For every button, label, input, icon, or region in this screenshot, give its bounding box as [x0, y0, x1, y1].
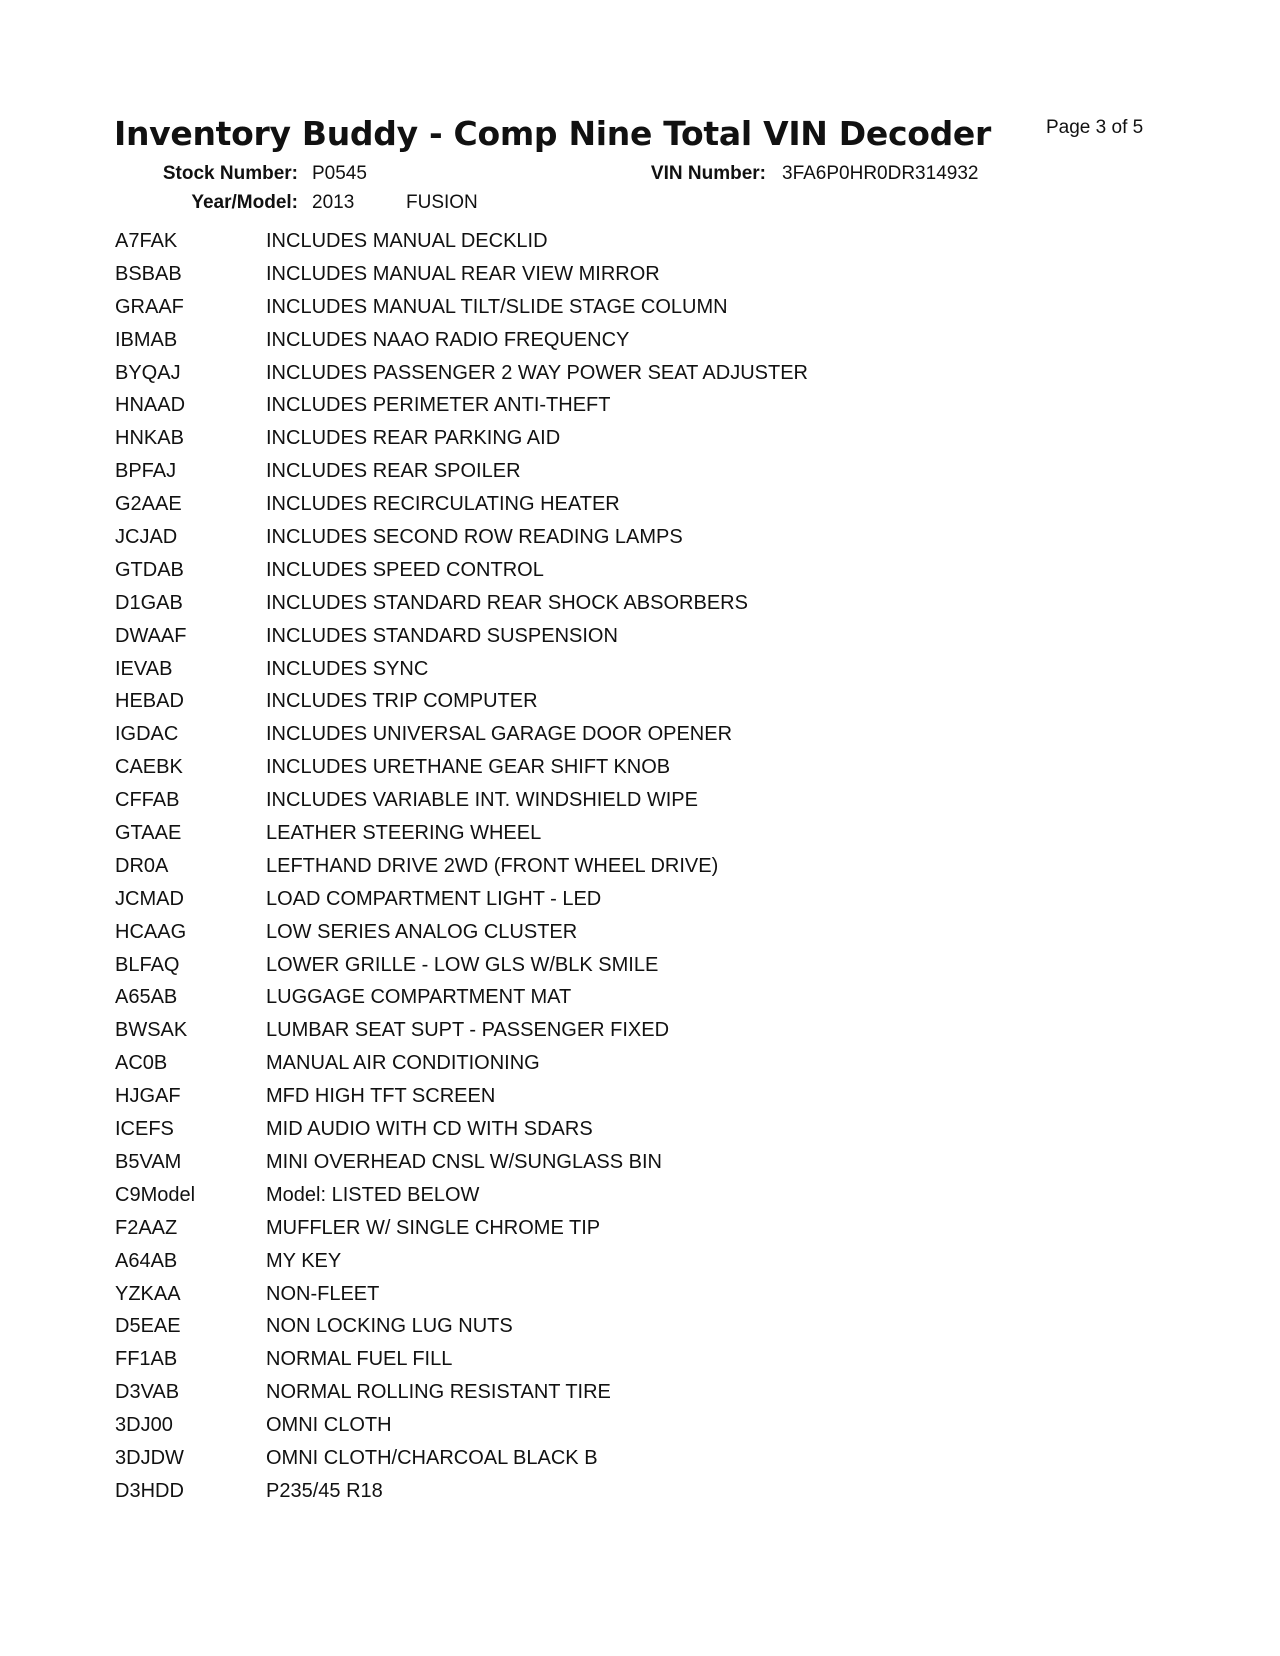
code-row: [115, 361, 1175, 394]
option-code: D3VAB: [115, 1381, 180, 1404]
option-description: INCLUDES TRIP COMPUTER: [266, 690, 538, 713]
code-row: [115, 229, 1175, 262]
option-code: CFFAB: [115, 789, 180, 812]
option-code: 3DJDW: [115, 1446, 184, 1469]
code-row: [115, 426, 1175, 459]
option-code: HCAAG: [115, 920, 187, 943]
code-row: [115, 953, 1175, 986]
code-row: [115, 1018, 1175, 1051]
option-description: INCLUDES SYNC: [266, 657, 429, 680]
option-code: YZKAA: [115, 1282, 181, 1305]
option-description: LUGGAGE COMPARTMENT MAT: [266, 986, 572, 1009]
option-code: DWAAF: [115, 624, 187, 647]
option-description: OMNI CLOTH: [266, 1414, 392, 1437]
option-description: INCLUDES URETHANE GEAR SHIFT KNOB: [266, 756, 671, 779]
option-description: INCLUDES REAR SPOILER: [266, 460, 521, 483]
option-description: NON LOCKING LUG NUTS: [266, 1315, 513, 1338]
option-description: INCLUDES RECIRCULATING HEATER: [266, 493, 620, 516]
option-description: INCLUDES SECOND ROW READING LAMPS: [266, 526, 683, 549]
code-row: [115, 1446, 1175, 1479]
code-row: [115, 1413, 1175, 1446]
code-row: [115, 1249, 1175, 1282]
option-code: C9Model: [115, 1183, 196, 1206]
option-code: D3HDD: [115, 1479, 184, 1502]
vin-number-label: VIN Number:: [650, 163, 766, 184]
option-code: D5EAE: [115, 1315, 181, 1338]
option-code: GTDAB: [115, 558, 184, 581]
option-code: GTAAE: [115, 822, 182, 845]
option-description: NON-FLEET: [266, 1282, 380, 1305]
option-code: BWSAK: [115, 1019, 188, 1042]
option-description: MID AUDIO WITH CD WITH SDARS: [266, 1118, 593, 1141]
code-row: [115, 788, 1175, 821]
option-code: HNKAB: [115, 427, 184, 450]
option-description: MY KEY: [266, 1249, 342, 1272]
document-title: Inventory Buddy - Comp Nine Total VIN Decoder: [114, 114, 991, 153]
option-code: IBMAB: [115, 328, 178, 351]
option-code: GRAAF: [115, 295, 184, 318]
option-description: LUMBAR SEAT SUPT - PASSENGER FIXED: [266, 1019, 670, 1042]
code-row: [115, 558, 1175, 591]
option-description: Model: LISTED BELOW: [266, 1183, 480, 1206]
option-description: LEATHER STEERING WHEEL: [266, 822, 542, 845]
code-row: [115, 1051, 1175, 1084]
option-description: INCLUDES VARIABLE INT. WINDSHIELD WIPE: [266, 789, 698, 812]
option-description: P235/45 R18: [266, 1479, 383, 1502]
code-row: [115, 722, 1175, 755]
code-row: [115, 295, 1175, 328]
option-description: INCLUDES MANUAL DECKLID: [266, 230, 548, 252]
vin-number-value: 3FA6P0HR0DR314932: [782, 163, 979, 184]
option-description: INCLUDES SPEED CONTROL: [266, 558, 544, 581]
option-code: HEBAD: [115, 690, 184, 713]
option-code: HNAAD: [115, 394, 186, 417]
option-code-list: [115, 229, 1175, 1512]
option-description: NORMAL ROLLING RESISTANT TIRE: [266, 1381, 611, 1404]
option-description: OMNI CLOTH/CHARCOAL BLACK B: [266, 1446, 598, 1469]
code-row: [115, 1479, 1175, 1512]
option-code: A7FAK: [115, 230, 178, 252]
option-description: INCLUDES REAR PARKING AID: [266, 427, 561, 450]
option-code: 3DJ00: [115, 1414, 173, 1437]
option-description: LOAD COMPARTMENT LIGHT - LED: [266, 887, 602, 910]
option-code: IGDAC: [115, 723, 179, 746]
code-row: [115, 591, 1175, 624]
option-code: BLFAQ: [115, 953, 180, 976]
stock-number-value: P0545: [312, 163, 367, 184]
option-description: INCLUDES UNIVERSAL GARAGE DOOR OPENER: [266, 723, 733, 746]
code-row: [115, 985, 1175, 1018]
code-row: [115, 1183, 1175, 1216]
code-row: [115, 525, 1175, 558]
option-description: MANUAL AIR CONDITIONING: [266, 1052, 540, 1075]
option-code: CAEBK: [115, 756, 183, 779]
code-row: [115, 393, 1175, 426]
code-row: [115, 459, 1175, 492]
code-row: [115, 1347, 1175, 1380]
option-description: LOW SERIES ANALOG CLUSTER: [266, 920, 578, 943]
code-row: [115, 1314, 1175, 1347]
option-description: MINI OVERHEAD CNSL W/SUNGLASS BIN: [266, 1150, 662, 1173]
option-description: LEFTHAND DRIVE 2WD (FRONT WHEEL DRIVE): [266, 854, 719, 877]
option-code: IEVAB: [115, 657, 173, 680]
year-model-label: Year/Model:: [191, 192, 298, 213]
option-code: JCMAD: [115, 887, 184, 910]
option-description: INCLUDES PERIMETER ANTI-THEFT: [266, 394, 611, 417]
year-value: 2013: [312, 192, 355, 213]
code-row: [115, 262, 1175, 295]
option-description: MFD HIGH TFT SCREEN: [266, 1085, 496, 1108]
option-code: F2AAZ: [115, 1216, 178, 1239]
code-row: [115, 492, 1175, 525]
stock-number-label: Stock Number:: [162, 163, 298, 184]
page-number: Page 3 of 5: [1046, 117, 1144, 138]
code-row: [115, 1282, 1175, 1315]
code-row: [115, 328, 1175, 361]
code-row: [115, 755, 1175, 788]
option-description: INCLUDES PASSENGER 2 WAY POWER SEAT ADJUSTER: [266, 361, 808, 384]
code-row: [115, 920, 1175, 953]
option-description: NORMAL FUEL FILL: [266, 1348, 453, 1371]
code-row: [115, 854, 1175, 887]
option-code: JCJAD: [115, 526, 178, 549]
option-code: A65AB: [115, 986, 178, 1009]
code-row: [115, 624, 1175, 657]
code-row: [115, 1380, 1175, 1413]
option-description: INCLUDES STANDARD SUSPENSION: [266, 624, 618, 647]
option-code: HJGAF: [115, 1085, 181, 1108]
code-row: [115, 657, 1175, 690]
code-row: [115, 1117, 1175, 1150]
code-row: [115, 689, 1175, 722]
option-description: MUFFLER W/ SINGLE CHROME TIP: [266, 1216, 601, 1239]
option-description: INCLUDES NAAO RADIO FREQUENCY: [266, 328, 630, 351]
option-code: B5VAM: [115, 1150, 182, 1173]
option-code: BSBAB: [115, 262, 182, 285]
option-description: INCLUDES STANDARD REAR SHOCK ABSORBERS: [266, 591, 748, 614]
option-description: INCLUDES MANUAL TILT/SLIDE STAGE COLUMN: [266, 295, 728, 318]
code-row: [115, 821, 1175, 854]
option-code: DR0A: [115, 854, 169, 877]
model-value: FUSION: [406, 192, 478, 213]
option-code: FF1AB: [115, 1348, 178, 1371]
option-code: D1GAB: [115, 591, 183, 614]
code-row: [115, 1150, 1175, 1183]
option-code: ICEFS: [115, 1118, 174, 1141]
option-code: BPFAJ: [115, 460, 177, 483]
option-code: BYQAJ: [115, 361, 181, 384]
code-row: [115, 887, 1175, 920]
option-code: AC0B: [115, 1052, 168, 1075]
option-code: G2AAE: [115, 493, 182, 516]
option-code: A64AB: [115, 1249, 178, 1272]
code-row: [115, 1084, 1175, 1117]
option-description: INCLUDES MANUAL REAR VIEW MIRROR: [266, 262, 660, 285]
code-row: [115, 1216, 1175, 1249]
option-description: LOWER GRILLE - LOW GLS W/BLK SMILE: [266, 953, 659, 976]
